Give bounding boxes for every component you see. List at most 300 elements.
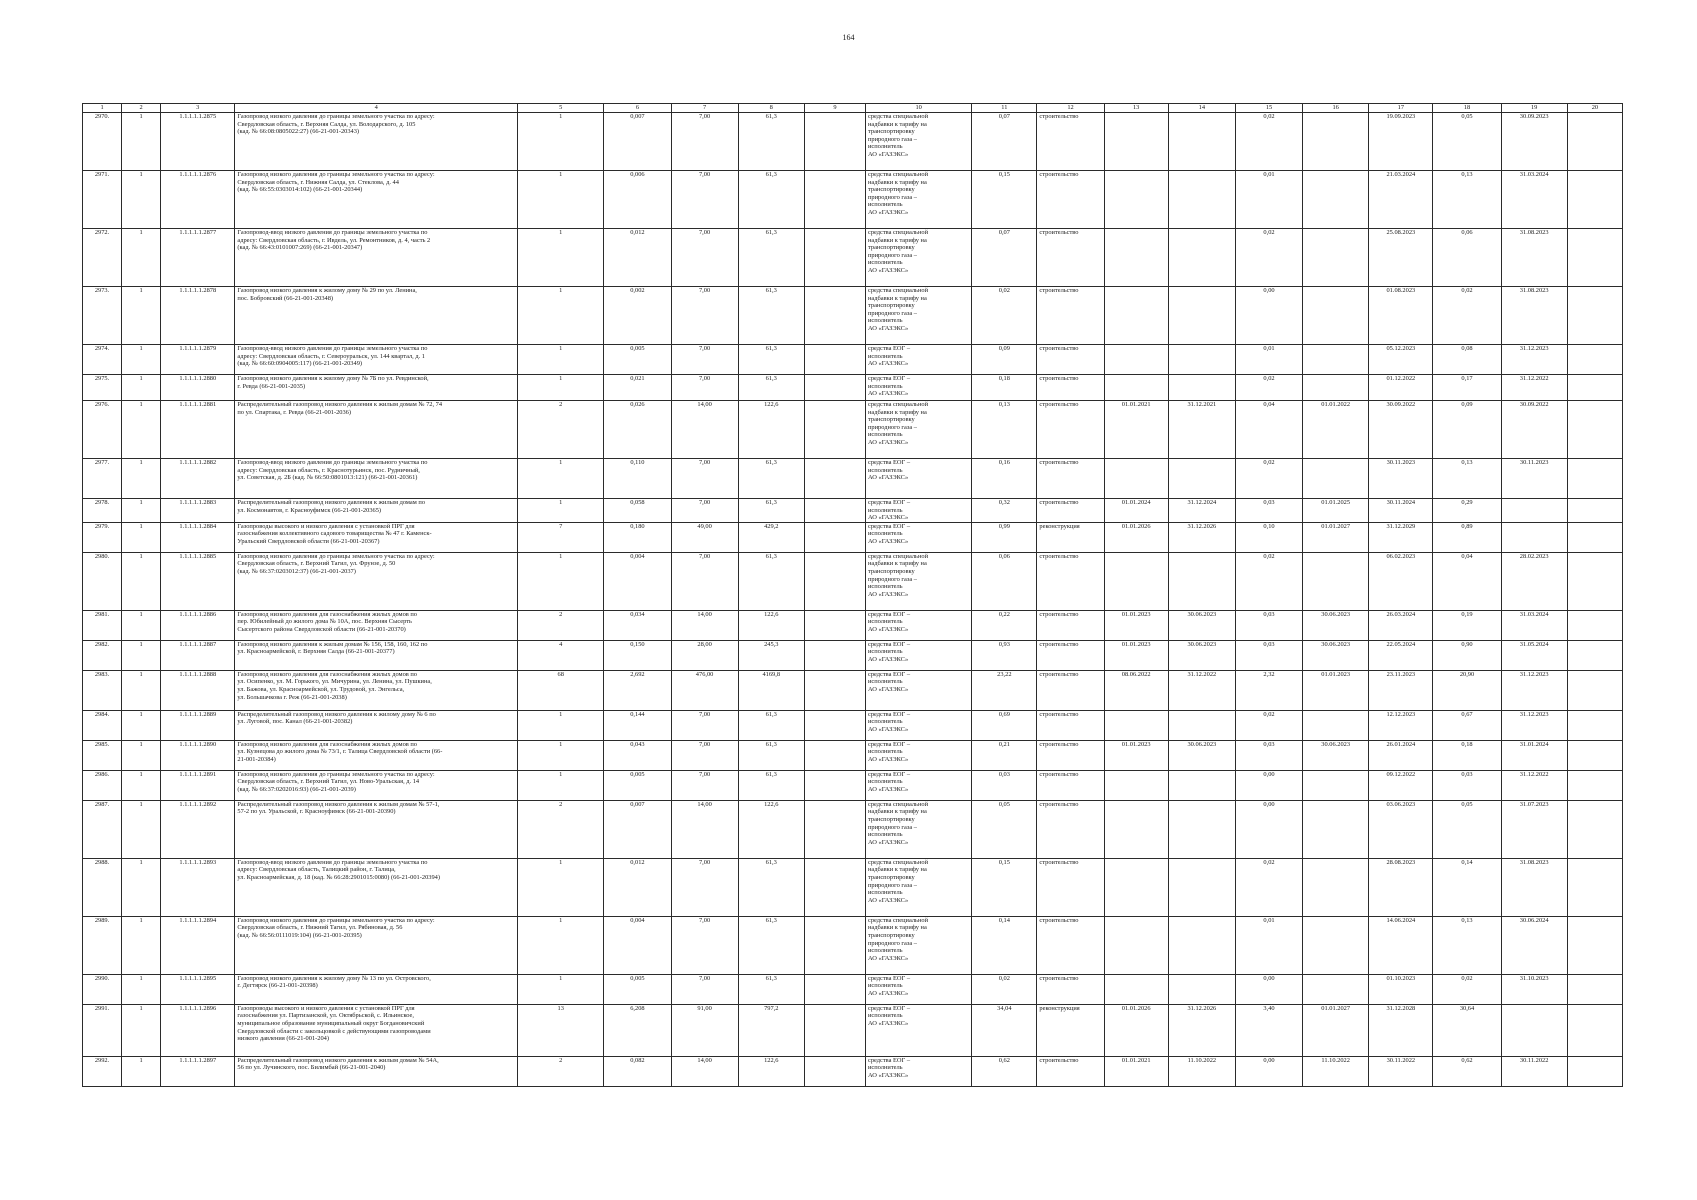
commissioning-date-cell: 28.02.2023 (1501, 552, 1567, 610)
design-cost-cell: 0,02 (1235, 858, 1302, 916)
row-number-cell: 2985. (83, 740, 122, 770)
capacity-cell: 7,00 (671, 375, 738, 401)
table-row (83, 229, 1623, 287)
commissioning-date-cell: 31.05.2024 (1501, 640, 1567, 670)
row-number-cell: 2978. (83, 499, 122, 523)
column-9-cell (804, 552, 865, 610)
row-number-cell: 2987. (83, 800, 122, 858)
volume-cell: 61,3 (738, 858, 804, 916)
design-start-cell: 08.06.2022 (1104, 670, 1168, 710)
length-cell: 0,180 (604, 522, 671, 552)
total-cost-cell: 0,07 (972, 113, 1037, 171)
work-type-cell: строительство (1037, 229, 1104, 287)
project-description-cell: Газопровод низкого давления для газоснабжения жилых домов по ул. Кузнецова до жилого дома № 73/1, г. Талица Свердловской области (66- 21-001-20384) (235, 740, 518, 770)
capacity-cell: 7,00 (671, 459, 738, 499)
quantity-cell: 1 (518, 375, 604, 401)
construction-end-cell: 01.12.2022 (1369, 375, 1433, 401)
design-cost-cell: 0,01 (1235, 916, 1302, 974)
construction-start-cell (1303, 974, 1369, 1004)
design-cost-cell: 3,40 (1235, 1004, 1302, 1056)
financing-source-cell: средства специальной надбавки к тарифу на транспортировку природного газа – исполнитель АО «ГАЗЭКС» (866, 858, 972, 916)
work-type-cell: строительство (1037, 113, 1104, 171)
column-20-cell (1567, 375, 1622, 401)
project-description-cell: Распределительный газопровод низкого давления к жилым домам № 57-1, 57-2 по ул. Уральской, г. Красноуфимск (66-21-001-20390) (235, 800, 518, 858)
level-cell: 1 (122, 916, 161, 974)
design-start-cell (1104, 287, 1168, 345)
quantity-cell: 7 (518, 522, 604, 552)
construction-end-cell: 28.08.2023 (1369, 858, 1433, 916)
design-cost-cell: 0,02 (1235, 229, 1302, 287)
construction-start-cell (1303, 459, 1369, 499)
row-number-cell: 2983. (83, 670, 122, 710)
table-row (83, 916, 1623, 974)
design-end-cell: 30.06.2023 (1168, 610, 1235, 640)
level-cell: 1 (122, 375, 161, 401)
volume-cell: 122,6 (738, 401, 804, 459)
level-cell: 1 (122, 229, 161, 287)
project-description-cell: Газопровод низкого давления для газоснабжения жилых домов по ул. Осипенко, ул. М. Горького, ул. Мичурина, ул. Ленина, ул. Пушкина, ул. Бажова, ул. Красноармейской, ул. Трудовой, ул. Энгельса, ул. Большачкова г. Реж (66-21-001-2038) (235, 670, 518, 710)
commissioning-date-cell: 31.12.2023 (1501, 710, 1567, 740)
column-9-cell (804, 401, 865, 459)
table-body (83, 113, 1623, 1087)
construction-start-cell (1303, 113, 1369, 171)
work-type-cell: строительство (1037, 640, 1104, 670)
capacity-cell: 7,00 (671, 113, 738, 171)
construction-end-cell: 14.06.2024 (1369, 916, 1433, 974)
column-header-14: 14 (1168, 104, 1235, 113)
design-start-cell (1104, 345, 1168, 375)
project-description-cell: Газопровод низкого давления до границы земельного участка по адресу: Свердловская область, г. Нижняя Салда, ул. Стеклова, д. 44 (кад. № 66:55:0303014:102) (66-21-001-20344) (235, 171, 518, 229)
volume-cell: 4169,8 (738, 670, 804, 710)
work-type-cell: строительство (1037, 974, 1104, 1004)
project-description-cell: Газопровод низкого давления к жилому дому № 29 по ул. Ленина, пос. Бобровский (66-21-001-20348) (235, 287, 518, 345)
work-type-cell: реконструкция (1037, 1004, 1104, 1056)
financing-source-cell: средства ЕОГ – исполнитель АО «ГАЗЭКС» (866, 710, 972, 740)
length-cell: 0,007 (604, 800, 671, 858)
design-cost-cell: 0,03 (1235, 610, 1302, 640)
quantity-cell: 2 (518, 1056, 604, 1086)
column-20-cell (1567, 459, 1622, 499)
construction-cost-cell: 0,17 (1433, 375, 1501, 401)
level-cell: 1 (122, 670, 161, 710)
length-cell: 0,012 (604, 858, 671, 916)
total-cost-cell: 0,22 (972, 610, 1037, 640)
design-end-cell (1168, 229, 1235, 287)
level-cell: 1 (122, 552, 161, 610)
construction-start-cell (1303, 171, 1369, 229)
design-start-cell (1104, 710, 1168, 740)
column-9-cell (804, 740, 865, 770)
column-20-cell (1567, 522, 1622, 552)
row-number-cell: 2971. (83, 171, 122, 229)
construction-end-cell: 31.12.2028 (1369, 1004, 1433, 1056)
construction-cost-cell: 0,04 (1433, 552, 1501, 610)
design-cost-cell: 0,00 (1235, 974, 1302, 1004)
project-code-cell: 1.1.1.1.1.2885 (161, 552, 235, 610)
capacity-cell: 14,00 (671, 401, 738, 459)
design-end-cell: 30.06.2023 (1168, 640, 1235, 670)
construction-cost-cell: 0,67 (1433, 710, 1501, 740)
length-cell: 0,034 (604, 610, 671, 640)
construction-start-cell: 11.10.2022 (1303, 1056, 1369, 1086)
length-cell: 0,005 (604, 770, 671, 800)
page-number: 164 (842, 33, 855, 42)
project-code-cell: 1.1.1.1.1.2875 (161, 113, 235, 171)
construction-end-cell: 25.08.2023 (1369, 229, 1433, 287)
work-type-cell: строительство (1037, 459, 1104, 499)
project-code-cell: 1.1.1.1.1.2893 (161, 858, 235, 916)
volume-cell: 61,3 (738, 113, 804, 171)
financing-source-cell: средства ЕОГ – исполнитель АО «ГАЗЭКС» (866, 974, 972, 1004)
volume-cell: 61,3 (738, 740, 804, 770)
capacity-cell: 7,00 (671, 770, 738, 800)
column-header-9: 9 (804, 104, 865, 113)
design-cost-cell: 0,00 (1235, 770, 1302, 800)
table-row (83, 287, 1623, 345)
design-end-cell: 31.12.2022 (1168, 670, 1235, 710)
column-header-11: 11 (972, 104, 1037, 113)
construction-end-cell: 21.03.2024 (1369, 171, 1433, 229)
column-20-cell (1567, 640, 1622, 670)
column-9-cell (804, 459, 865, 499)
design-start-cell: 01.01.2023 (1104, 610, 1168, 640)
table-row (83, 401, 1623, 459)
project-description-cell: Газопровод низкого давления до границы земельного участка по адресу: Свердловская область, г. Верхний Тагил, ул. Ново-Уральская, д. 14 (кад. № 66:37:0202016:93) (66-21-001-2039) (235, 770, 518, 800)
construction-end-cell: 09.12.2022 (1369, 770, 1433, 800)
project-code-cell: 1.1.1.1.1.2878 (161, 287, 235, 345)
construction-start-cell: 30.06.2023 (1303, 740, 1369, 770)
project-description-cell: Газопроводы высокого и низкого давления с установкой ПРГ для газоснабжения коллективного садового товарищества № 47 г. Каменск- Уральский Свердловской области (66-21-001-20367) (235, 522, 518, 552)
volume-cell: 61,3 (738, 710, 804, 740)
capacity-cell: 7,00 (671, 858, 738, 916)
construction-cost-cell: 0,29 (1433, 499, 1501, 523)
design-start-cell: 01.01.2026 (1104, 522, 1168, 552)
design-start-cell (1104, 974, 1168, 1004)
column-9-cell (804, 1056, 865, 1086)
construction-cost-cell: 0,02 (1433, 287, 1501, 345)
construction-start-cell: 01.01.2027 (1303, 1004, 1369, 1056)
design-end-cell: 30.06.2023 (1168, 740, 1235, 770)
total-cost-cell: 0,05 (972, 800, 1037, 858)
construction-start-cell (1303, 710, 1369, 740)
row-number-cell: 2975. (83, 375, 122, 401)
quantity-cell: 1 (518, 552, 604, 610)
design-start-cell (1104, 375, 1168, 401)
design-end-cell (1168, 345, 1235, 375)
construction-cost-cell: 0,03 (1433, 770, 1501, 800)
project-code-cell: 1.1.1.1.1.2876 (161, 171, 235, 229)
row-number-cell: 2981. (83, 610, 122, 640)
construction-end-cell: 12.12.2023 (1369, 710, 1433, 740)
table-row (83, 1004, 1623, 1056)
column-20-cell (1567, 1004, 1622, 1056)
construction-end-cell: 01.10.2023 (1369, 974, 1433, 1004)
volume-cell: 61,3 (738, 375, 804, 401)
capacity-cell: 7,00 (671, 974, 738, 1004)
design-start-cell (1104, 113, 1168, 171)
volume-cell: 61,3 (738, 974, 804, 1004)
project-code-cell: 1.1.1.1.1.2897 (161, 1056, 235, 1086)
work-type-cell: строительство (1037, 287, 1104, 345)
total-cost-cell: 0,21 (972, 740, 1037, 770)
work-type-cell: строительство (1037, 499, 1104, 523)
capacity-cell: 7,00 (671, 499, 738, 523)
financing-source-cell: средства специальной надбавки к тарифу на транспортировку природного газа – исполнитель АО «ГАЗЭКС» (866, 287, 972, 345)
financing-source-cell: средства ЕОГ – исполнитель АО «ГАЗЭКС» (866, 670, 972, 710)
column-20-cell (1567, 916, 1622, 974)
commissioning-date-cell: 31.12.2022 (1501, 770, 1567, 800)
construction-cost-cell: 0,06 (1433, 229, 1501, 287)
work-type-cell: строительство (1037, 610, 1104, 640)
construction-start-cell: 30.06.2023 (1303, 640, 1369, 670)
table-row (83, 710, 1623, 740)
table-row (83, 740, 1623, 770)
design-end-cell (1168, 113, 1235, 171)
design-start-cell: 01.01.2021 (1104, 1056, 1168, 1086)
column-header-19: 19 (1501, 104, 1567, 113)
table-row (83, 858, 1623, 916)
length-cell: 0,021 (604, 375, 671, 401)
financing-source-cell: средства специальной надбавки к тарифу на транспортировку природного газа – исполнитель АО «ГАЗЭКС» (866, 800, 972, 858)
table-row (83, 770, 1623, 800)
construction-end-cell: 30.11.2024 (1369, 499, 1433, 523)
commissioning-date-cell: 31.08.2023 (1501, 858, 1567, 916)
level-cell: 1 (122, 171, 161, 229)
column-9-cell (804, 522, 865, 552)
total-cost-cell: 0,32 (972, 499, 1037, 523)
financing-source-cell: средства специальной надбавки к тарифу на транспортировку природного газа – исполнитель АО «ГАЗЭКС» (866, 916, 972, 974)
financing-source-cell: средства ЕОГ – исполнитель АО «ГАЗЭКС» (866, 522, 972, 552)
column-20-cell (1567, 552, 1622, 610)
construction-start-cell (1303, 916, 1369, 974)
construction-start-cell (1303, 375, 1369, 401)
capacity-cell: 7,00 (671, 345, 738, 375)
quantity-cell: 1 (518, 974, 604, 1004)
project-code-cell: 1.1.1.1.1.2895 (161, 974, 235, 1004)
table-row (83, 522, 1623, 552)
table-row (83, 113, 1623, 171)
column-9-cell (804, 345, 865, 375)
capacity-cell: 49,00 (671, 522, 738, 552)
row-number-cell: 2977. (83, 459, 122, 499)
column-20-cell (1567, 858, 1622, 916)
project-code-cell: 1.1.1.1.1.2886 (161, 610, 235, 640)
table-row (83, 552, 1623, 610)
level-cell: 1 (122, 610, 161, 640)
length-cell: 0,005 (604, 974, 671, 1004)
construction-start-cell: 01.01.2022 (1303, 401, 1369, 459)
total-cost-cell: 0,16 (972, 459, 1037, 499)
design-cost-cell: 0,02 (1235, 710, 1302, 740)
column-9-cell (804, 171, 865, 229)
project-description-cell: Газопровод-ввод низкого давления до границы земельного участка по адресу: Свердловская область, Талицкий район, г. Талица, ул. Красноармейская, д. 18 (кад. № 66:28:2901015:0080) (66-21-001-20394) (235, 858, 518, 916)
design-start-cell (1104, 858, 1168, 916)
capacity-cell: 476,00 (671, 670, 738, 710)
financing-source-cell: средства специальной надбавки к тарифу на транспортировку природного газа – исполнитель АО «ГАЗЭКС» (866, 552, 972, 610)
design-end-cell (1168, 459, 1235, 499)
commissioning-date-cell: 31.01.2024 (1501, 740, 1567, 770)
column-9-cell (804, 375, 865, 401)
row-number-cell: 2990. (83, 974, 122, 1004)
total-cost-cell: 0,69 (972, 710, 1037, 740)
design-start-cell: 01.01.2023 (1104, 640, 1168, 670)
project-description-cell: Газопровод низкого давления до границы земельного участка по адресу: Свердловская область, г. Верхний Тагил, ул. Фрунзе, д. 50 (кад. № 66:37:0203012:37) (66-21-001-2037) (235, 552, 518, 610)
design-end-cell: 31.12.2026 (1168, 1004, 1235, 1056)
volume-cell: 61,3 (738, 552, 804, 610)
financing-source-cell: средства ЕОГ – исполнитель АО «ГАЗЭКС» (866, 375, 972, 401)
work-type-cell: строительство (1037, 345, 1104, 375)
quantity-cell: 1 (518, 287, 604, 345)
project-code-cell: 1.1.1.1.1.2881 (161, 401, 235, 459)
level-cell: 1 (122, 800, 161, 858)
commissioning-date-cell: 30.09.2022 (1501, 401, 1567, 459)
row-number-cell: 2991. (83, 1004, 122, 1056)
project-code-cell: 1.1.1.1.1.2884 (161, 522, 235, 552)
total-cost-cell: 0,14 (972, 916, 1037, 974)
financing-source-cell: средства ЕОГ – исполнитель АО «ГАЗЭКС» (866, 1004, 972, 1056)
capacity-cell: 7,00 (671, 171, 738, 229)
column-20-cell (1567, 770, 1622, 800)
design-end-cell (1168, 171, 1235, 229)
work-type-cell: строительство (1037, 1056, 1104, 1086)
row-number-cell: 2984. (83, 710, 122, 740)
volume-cell: 61,3 (738, 287, 804, 345)
design-start-cell (1104, 459, 1168, 499)
design-cost-cell: 0,02 (1235, 459, 1302, 499)
level-cell: 1 (122, 740, 161, 770)
financing-source-cell: средства ЕОГ – исполнитель АО «ГАЗЭКС» (866, 345, 972, 375)
column-9-cell (804, 800, 865, 858)
construction-end-cell: 26.03.2024 (1369, 610, 1433, 640)
capacity-cell: 14,00 (671, 610, 738, 640)
row-number-cell: 2982. (83, 640, 122, 670)
total-cost-cell: 0,02 (972, 287, 1037, 345)
financing-source-cell: средства ЕОГ – исполнитель АО «ГАЗЭКС» (866, 640, 972, 670)
total-cost-cell: 0,62 (972, 1056, 1037, 1086)
project-code-cell: 1.1.1.1.1.2892 (161, 800, 235, 858)
row-number-cell: 2972. (83, 229, 122, 287)
project-code-cell: 1.1.1.1.1.2880 (161, 375, 235, 401)
commissioning-date-cell (1501, 499, 1567, 523)
project-code-cell: 1.1.1.1.1.2891 (161, 770, 235, 800)
commissioning-date-cell: 31.08.2023 (1501, 287, 1567, 345)
row-number-cell: 2986. (83, 770, 122, 800)
project-code-cell: 1.1.1.1.1.2887 (161, 640, 235, 670)
column-header-2: 2 (122, 104, 161, 113)
quantity-cell: 1 (518, 740, 604, 770)
column-header-5: 5 (518, 104, 604, 113)
construction-end-cell: 23.11.2023 (1369, 670, 1433, 710)
design-end-cell (1168, 552, 1235, 610)
project-code-cell: 1.1.1.1.1.2894 (161, 916, 235, 974)
construction-end-cell: 30.11.2022 (1369, 1056, 1433, 1086)
financing-source-cell: средства ЕОГ – исполнитель АО «ГАЗЭКС» (866, 459, 972, 499)
construction-end-cell: 30.11.2023 (1369, 459, 1433, 499)
level-cell: 1 (122, 522, 161, 552)
investment-program-table (82, 103, 1623, 1087)
column-9-cell (804, 640, 865, 670)
construction-cost-cell: 0,18 (1433, 740, 1501, 770)
capacity-cell: 28,00 (671, 640, 738, 670)
construction-cost-cell: 0,09 (1433, 401, 1501, 459)
design-end-cell (1168, 287, 1235, 345)
design-end-cell (1168, 916, 1235, 974)
commissioning-date-cell: 31.03.2024 (1501, 610, 1567, 640)
construction-cost-cell: 0,62 (1433, 1056, 1501, 1086)
project-description-cell: Распределительный газопровод низкого давления к жилому дому № 6 по ул. Луговой, пос. Канал (66-21-001-20382) (235, 710, 518, 740)
construction-cost-cell: 30,64 (1433, 1004, 1501, 1056)
table-row (83, 800, 1623, 858)
design-cost-cell: 2,32 (1235, 670, 1302, 710)
column-9-cell (804, 229, 865, 287)
volume-cell: 61,3 (738, 459, 804, 499)
level-cell: 1 (122, 710, 161, 740)
construction-end-cell: 22.05.2024 (1369, 640, 1433, 670)
quantity-cell: 4 (518, 640, 604, 670)
level-cell: 1 (122, 459, 161, 499)
quantity-cell: 13 (518, 1004, 604, 1056)
construction-start-cell: 01.01.2023 (1303, 670, 1369, 710)
volume-cell: 61,3 (738, 345, 804, 375)
capacity-cell: 91,00 (671, 1004, 738, 1056)
column-20-cell (1567, 229, 1622, 287)
design-start-cell: 01.01.2026 (1104, 1004, 1168, 1056)
capacity-cell: 7,00 (671, 287, 738, 345)
length-cell: 0,004 (604, 916, 671, 974)
column-header-15: 15 (1235, 104, 1302, 113)
quantity-cell: 1 (518, 229, 604, 287)
total-cost-cell: 23,22 (972, 670, 1037, 710)
total-cost-cell: 0,06 (972, 552, 1037, 610)
design-cost-cell: 0,03 (1235, 740, 1302, 770)
quantity-cell: 1 (518, 710, 604, 740)
quantity-cell: 1 (518, 858, 604, 916)
quantity-cell: 1 (518, 499, 604, 523)
construction-end-cell: 06.02.2023 (1369, 552, 1433, 610)
length-cell: 6,208 (604, 1004, 671, 1056)
quantity-cell: 1 (518, 459, 604, 499)
level-cell: 1 (122, 640, 161, 670)
capacity-cell: 14,00 (671, 1056, 738, 1086)
volume-cell: 122,6 (738, 610, 804, 640)
project-description-cell: Газопровод низкого давления для газоснабжения жилых домов по пер. Юбилейный до жилого дома № 10А, пос. Верхняя Сысерть Сысертского района Свердловской области (66-21-001-20370) (235, 610, 518, 640)
table-row (83, 171, 1623, 229)
volume-cell: 122,6 (738, 800, 804, 858)
capacity-cell: 7,00 (671, 229, 738, 287)
financing-source-cell: средства специальной надбавки к тарифу на транспортировку природного газа – исполнитель АО «ГАЗЭКС» (866, 113, 972, 171)
design-end-cell (1168, 800, 1235, 858)
capacity-cell: 7,00 (671, 552, 738, 610)
total-cost-cell: 0,15 (972, 858, 1037, 916)
design-start-cell (1104, 552, 1168, 610)
row-number-cell: 2970. (83, 113, 122, 171)
design-cost-cell: 0,04 (1235, 401, 1302, 459)
construction-cost-cell: 0,13 (1433, 916, 1501, 974)
column-20-cell (1567, 499, 1622, 523)
commissioning-date-cell: 31.03.2024 (1501, 171, 1567, 229)
row-number-cell: 2988. (83, 858, 122, 916)
construction-start-cell: 01.01.2027 (1303, 522, 1369, 552)
column-9-cell (804, 916, 865, 974)
column-header-6: 6 (604, 104, 671, 113)
length-cell: 0,043 (604, 740, 671, 770)
table-row (83, 610, 1623, 640)
design-end-cell: 31.12.2026 (1168, 522, 1235, 552)
work-type-cell: строительство (1037, 375, 1104, 401)
volume-cell: 122,6 (738, 1056, 804, 1086)
construction-cost-cell: 0,13 (1433, 459, 1501, 499)
construction-cost-cell: 0,89 (1433, 522, 1501, 552)
